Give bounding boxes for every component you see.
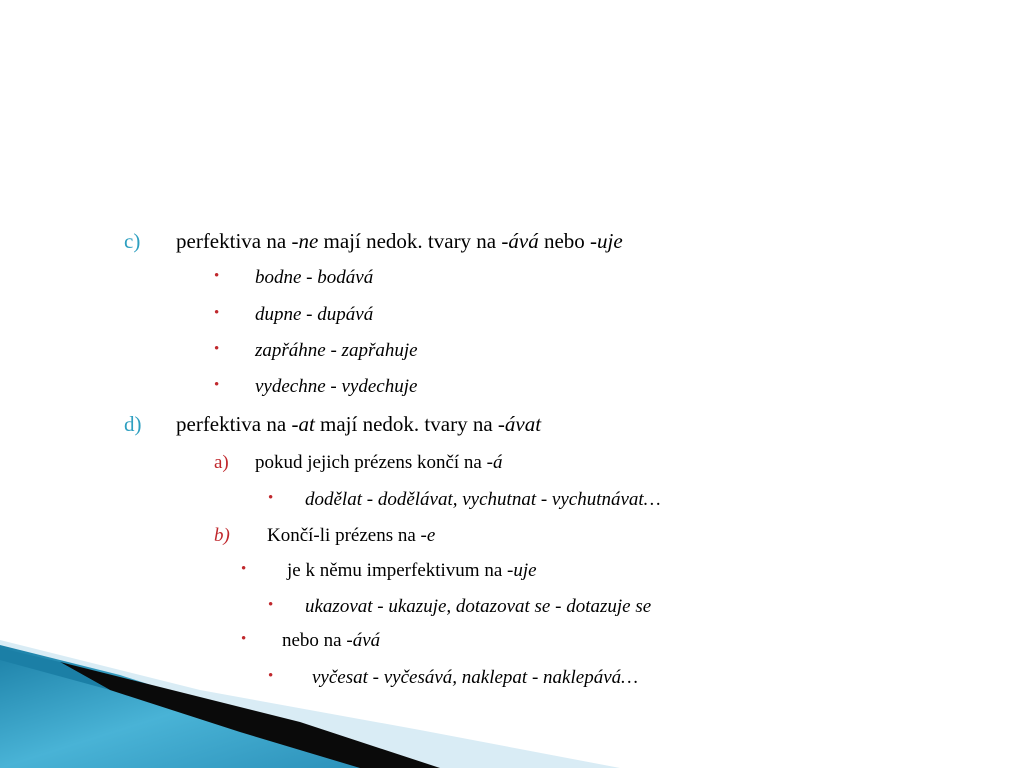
- item-text: vydechne - vydechuje: [255, 376, 418, 397]
- item-text: je k němu imperfektivum na -uje: [287, 560, 537, 581]
- item-text: nebo na -ává: [282, 630, 381, 651]
- item-text: pokud jejich prézens končí na -á: [255, 452, 503, 473]
- item-text: perfektiva na -ne mají nedok. tvary na -ává nebo -uje: [176, 229, 623, 253]
- list-marker: b): [214, 525, 230, 546]
- list-marker: a): [214, 452, 229, 473]
- item-text: perfektiva na -at mají nedok. tvary na -ávat: [176, 412, 542, 436]
- list-marker: c): [124, 229, 141, 253]
- bullet-icon: •: [214, 268, 220, 284]
- bullet-icon: •: [268, 490, 274, 506]
- bullet-icon: •: [241, 631, 247, 647]
- bullet-icon: •: [268, 597, 274, 613]
- item-text: Končí-li prézens na -e: [267, 525, 436, 546]
- item-text: ukazovat - ukazuje, dotazovat se - dotazuje se: [305, 596, 652, 617]
- bullet-icon: •: [214, 377, 220, 393]
- list-marker: d): [124, 412, 142, 436]
- item-text: dodělat - dodělávat, vychutnat - vychutnávat…: [305, 489, 661, 510]
- bullet-icon: •: [241, 561, 247, 577]
- item-text: dupne - dupává: [255, 304, 374, 325]
- bullet-icon: •: [214, 341, 220, 357]
- item-text: zapřáhne - zapřahuje: [255, 340, 418, 361]
- bullet-icon: •: [268, 668, 274, 684]
- item-text: bodne - bodává: [255, 267, 374, 288]
- bullet-icon: •: [214, 305, 220, 321]
- item-text: vyčesat - vyčesává, naklepat - naklepává…: [312, 667, 639, 688]
